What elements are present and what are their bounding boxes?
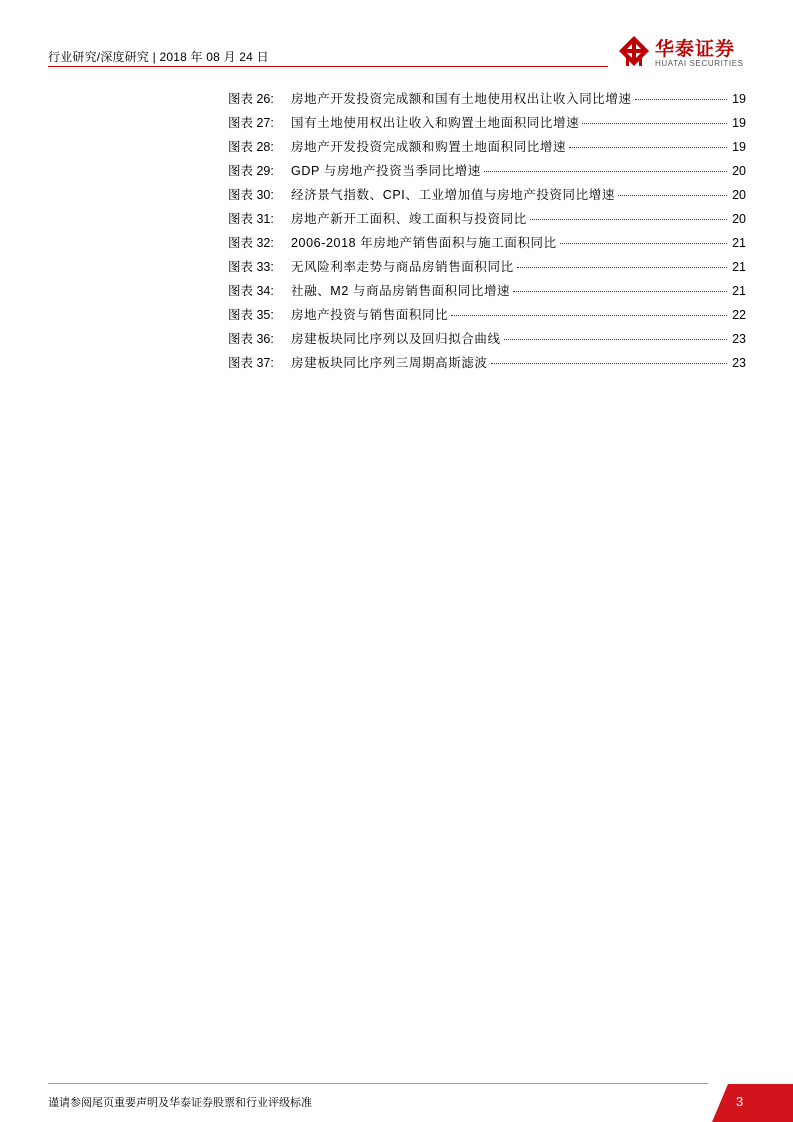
header-divider: [48, 66, 608, 67]
toc-entry-label: 图表 30:: [228, 188, 274, 202]
toc-entry-label: 图表 37:: [228, 356, 274, 370]
toc-entry-label: 图表 31:: [228, 212, 274, 226]
toc-leader-dots: [618, 195, 727, 196]
toc-entry-label: 图表 29:: [228, 164, 274, 178]
page-number-tab: [712, 1084, 793, 1122]
toc-entry-title: 房地产开发投资完成额和购置土地面积同比增速: [291, 140, 567, 154]
toc-entry[interactable]: [228, 137, 746, 161]
toc-entry-label: 图表 32:: [228, 236, 274, 250]
toc-entry-title: 社融、M2 与商品房销售面积同比增速: [291, 284, 511, 298]
toc-leader-dots: [451, 315, 727, 316]
toc-entry[interactable]: [228, 353, 746, 377]
toc-leader-dots: [635, 99, 727, 100]
toc-entry[interactable]: [228, 209, 746, 233]
header-text: 行业研究/深度研究 | 2018 年 08 月 24 日: [48, 50, 269, 64]
toc-entry-title: 经济景气指数、CPI、工业增加值与房地产投资同比增速: [291, 188, 615, 202]
toc-leader-dots: [513, 291, 727, 292]
toc-entry-title: 房建板块同比序列以及回归拟合曲线: [291, 332, 501, 346]
toc-entry[interactable]: [228, 113, 746, 137]
toc-entry-label: 图表 28:: [228, 140, 274, 154]
toc-entry-title: 房建板块同比序列三周期高斯滤波: [291, 356, 488, 370]
toc-entry[interactable]: [228, 233, 746, 257]
toc-entry-label: 图表 26:: [228, 92, 274, 106]
toc-entry-page: 19: [732, 140, 746, 154]
toc-entry-title: 无风险利率走势与商品房销售面积同比: [291, 260, 514, 274]
toc-entry-title: 房地产新开工面积、竣工面积与投资同比: [291, 212, 527, 226]
toc-leader-dots: [504, 339, 727, 340]
toc-entry-page: 23: [732, 332, 746, 346]
toc-entry-page: 20: [732, 164, 746, 178]
toc-entry-title: 房地产开发投资完成额和国有土地使用权出让收入同比增速: [291, 92, 632, 106]
toc-entry-title: 房地产投资与销售面积同比: [291, 308, 449, 322]
toc-leader-dots: [560, 243, 727, 244]
toc-entry-label: 图表 36:: [228, 332, 274, 346]
toc-entry[interactable]: [228, 329, 746, 353]
toc-entry-page: 20: [732, 212, 746, 226]
toc-entry[interactable]: [228, 257, 746, 281]
toc-entry[interactable]: [228, 185, 746, 209]
toc-entry-title: 2006-2018 年房地产销售面积与施工面积同比: [291, 236, 557, 250]
toc-entry-page: 19: [732, 92, 746, 106]
huatai-logo: [617, 34, 747, 70]
toc-entry-page: 21: [732, 284, 746, 298]
toc-entry-page: 21: [732, 260, 746, 274]
toc-entry-label: 图表 34:: [228, 284, 274, 298]
toc-entry[interactable]: [228, 89, 746, 113]
toc-entry-label: 图表 33:: [228, 260, 274, 274]
toc-entry-title: 国有土地使用权出让收入和购置土地面积同比增速: [291, 116, 580, 130]
figure-index-list: [228, 89, 746, 377]
huatai-logo-icon: [617, 34, 651, 68]
toc-leader-dots: [517, 267, 727, 268]
footer-disclaimer: 谨请参阅尾页重要声明及华泰证券股票和行业评级标准: [48, 1097, 312, 1109]
toc-entry-page: 23: [732, 356, 746, 370]
toc-entry-page: 19: [732, 116, 746, 130]
toc-leader-dots: [484, 171, 727, 172]
toc-entry-page: 22: [732, 308, 746, 322]
toc-entry[interactable]: [228, 161, 746, 185]
logo-name-cn: 华泰证券: [655, 39, 736, 60]
toc-leader-dots: [491, 363, 727, 364]
toc-leader-dots: [569, 147, 727, 148]
toc-leader-dots: [582, 123, 727, 124]
toc-entry-title: GDP 与房地产投资当季同比增速: [291, 164, 481, 178]
toc-entry-page: 21: [732, 236, 746, 250]
toc-entry[interactable]: [228, 305, 746, 329]
page-number: 3: [736, 1094, 744, 1109]
footer-divider: [48, 1083, 708, 1084]
toc-entry-page: 20: [732, 188, 746, 202]
toc-leader-dots: [530, 219, 727, 220]
toc-entry[interactable]: [228, 281, 746, 305]
toc-entry-label: 图表 27:: [228, 116, 274, 130]
logo-name-en: HUATAI SECURITIES: [655, 59, 744, 68]
toc-entry-label: 图表 35:: [228, 308, 274, 322]
